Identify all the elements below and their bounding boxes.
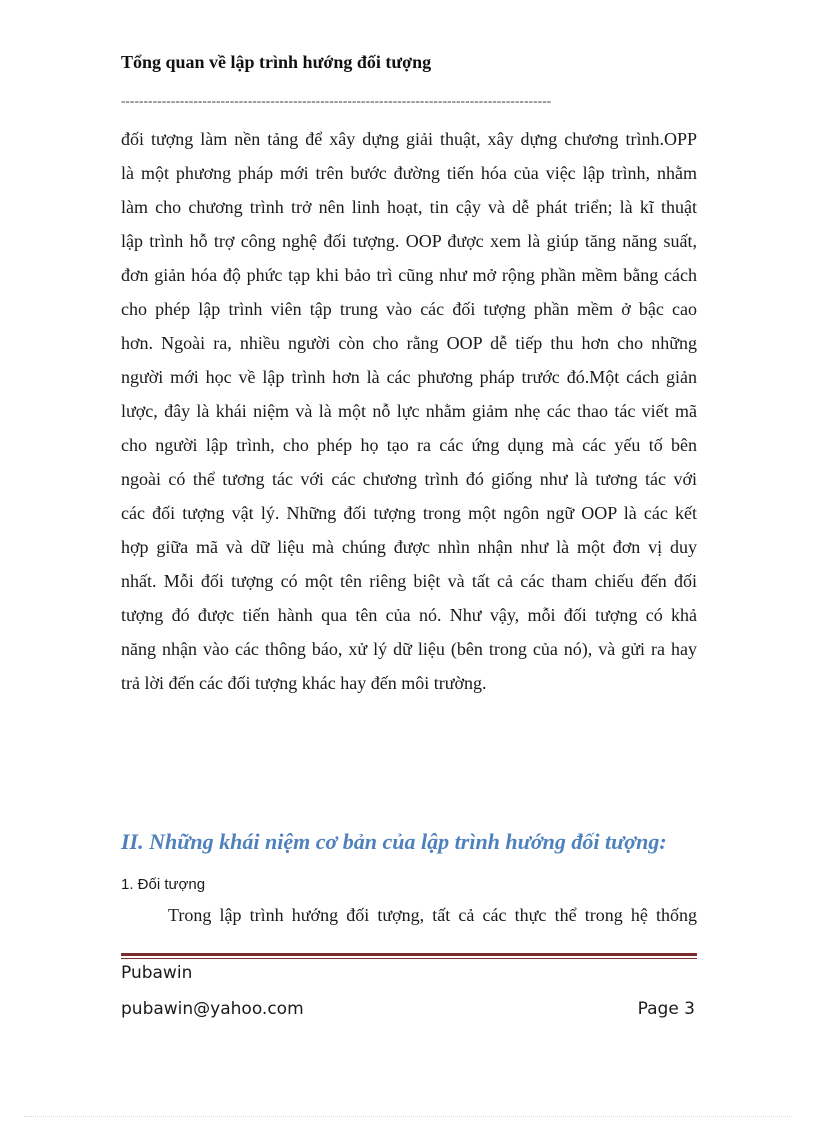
body-line: các đối tượng vật lý. Những đối tượng trong một ngôn ngữ OOP là các kết — [121, 503, 697, 523]
footer-rule-thin — [121, 958, 697, 959]
body-line: tượng đó được tiến hành qua tên của nó. Như vậy, mỗi đối tượng có khả — [121, 605, 697, 625]
body-line: cho người lập trình, cho phép họ tạo ra các ứng dụng mà các yếu tố bên — [121, 435, 697, 455]
body-line: cho phép lập trình viên tập trung vào các đối tượng phần mềm ở bậc cao — [121, 299, 697, 319]
body-line: lược, đây là khái niệm và là một nỗ lực nhằm giảm nhẹ các thao tác viết mã — [121, 401, 697, 421]
body-line: nhất. Mỗi đối tượng có một tên riêng biệt và tất cả các tham chiếu đến đối — [121, 571, 697, 591]
body-line: đối tượng làm nền tảng để xây dựng giải thuật, xây dựng chương trình.OPP — [121, 129, 697, 149]
body-line: năng nhận vào các thông báo, xử lý dữ liệu (bên trong của nó), và gửi ra hay — [121, 639, 697, 659]
footer-email: pubawin@yahoo.com — [121, 999, 304, 1019]
body-line: trả lời đến các đối tượng khác hay đến môi trường. — [121, 673, 487, 693]
subsection-first-line: Trong lập trình hướng đối tượng, tất cả các thực thể trong hệ thống — [168, 905, 697, 925]
body-paragraph — [121, 122, 697, 700]
section-heading: II. Những khái niệm cơ bản của lập trình hướng đối tượng: — [121, 829, 667, 854]
running-header-title: Tổng quan về lập trình hướng đối tượng — [121, 52, 432, 72]
footer-author: Pubawin — [121, 963, 193, 983]
body-line: ngoài có thể tương tác với các chương trình đó giống như là tương tác với — [121, 469, 697, 489]
header-dashed-rule: ----------------------------------------------------------------------------------------------- — [121, 93, 552, 108]
body-line: hợp giữa mã và dữ liệu mà chúng được nhìn nhận như là một đơn vị duy — [121, 537, 697, 557]
body-line: hơn. Ngoài ra, nhiều người còn cho rằng OOP dễ tiếp thu hơn cho những — [121, 333, 697, 353]
page-bottom-dotted-edge — [24, 1116, 792, 1117]
subsection-heading: 1. Đối tượng — [121, 876, 206, 893]
body-line: là một phương pháp mới trên bước đường tiến hóa của việc lập trình, nhằm — [121, 163, 697, 183]
page-number: Page 3 — [637, 999, 695, 1019]
body-line: làm cho chương trình trở nên linh hoạt, tin cậy và dễ phát triển; là kĩ thuật — [121, 197, 697, 217]
footer-rule — [121, 953, 697, 956]
body-line: người mới học về lập trình hơn là các phương pháp trước đó.Một cách giản — [121, 367, 697, 387]
body-line: lập trình hỗ trợ công nghệ đối tượng. OOP được xem là giúp tăng năng suất, — [121, 231, 697, 251]
body-line: đơn giản hóa độ phức tạp khi bảo trì cũng như mở rộng phần mềm bằng cách — [121, 265, 697, 285]
